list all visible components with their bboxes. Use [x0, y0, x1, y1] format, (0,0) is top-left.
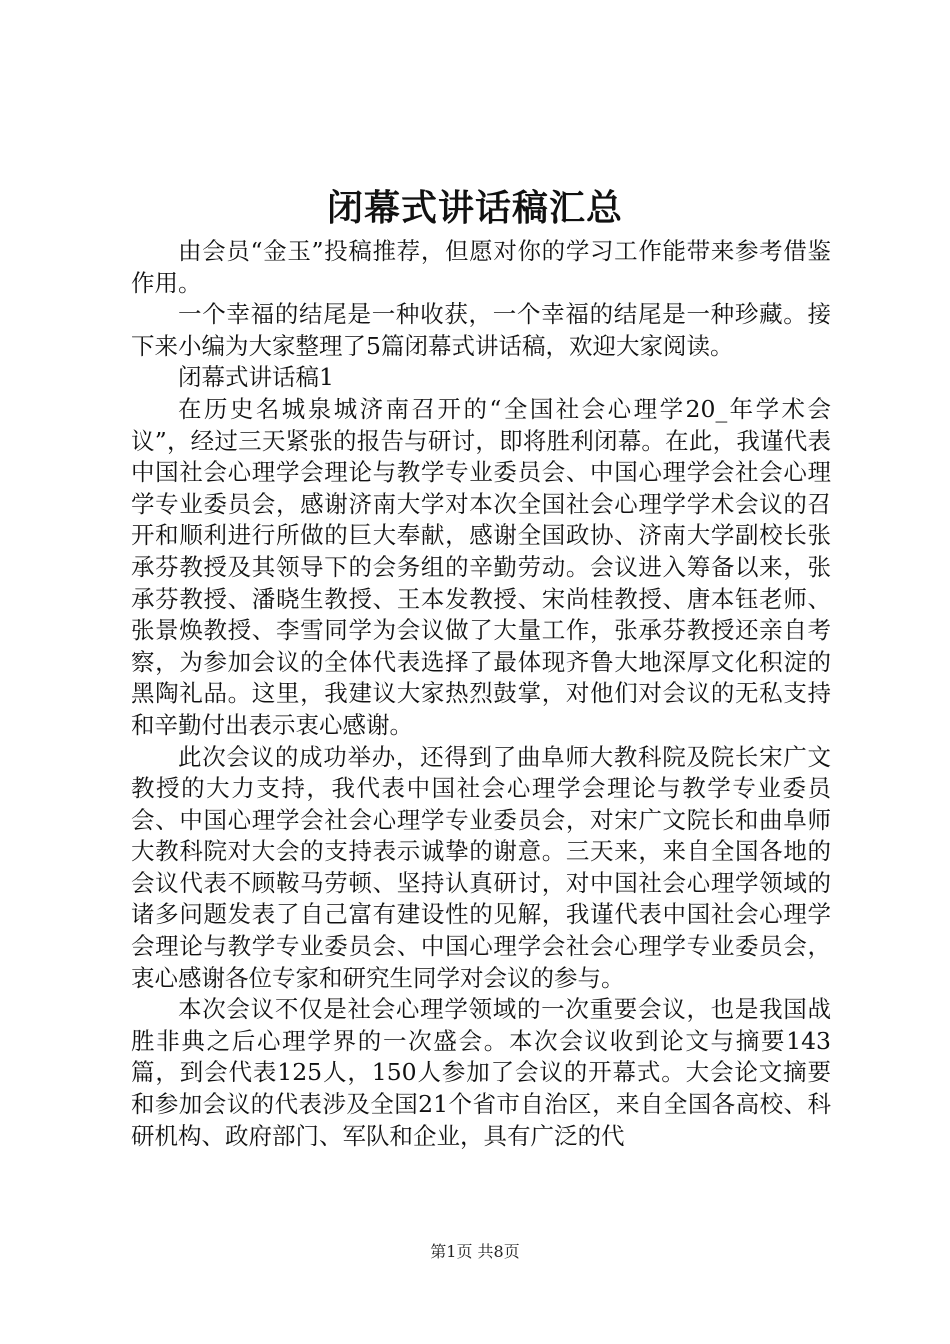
section-heading: 闭幕式讲话稿1 — [178, 363, 334, 392]
paragraph-body-1: 在历史名城泉城济南召开的“全国社会心理学20_年学术会议”，经过三天紧张的报告与研讨，即将胜利闭幕。在此，我谨代表中国社会心理学会理论与教学专业委员会、中国心理学会社会心理学专业委员会，感谢济南大学对本次全国社会心理学学术会议的召开和顺利进行所做的巨大奉献，感谢全国政协、济南大学副校长张承芬教授及其领导下的会务组的辛勤劳动。会议进入筹备以来，张承芬教授、潘晓生教授、王本发教授、宋尚桂教授、唐本钰老师、张景焕教授、李雪同学为会议做了大量工作，张承芬教授还亲自考察，为参加会议的全体代表选择了最体现齐鲁大地深厚文化积淀的黑陶礼品。这里，我建议大家热烈鼓掌，对他们对会议的无私支持和辛勤付出表示衷心感谢。 — [131, 394, 831, 739]
document-title: 闭幕式讲话稿汇总 — [326, 187, 623, 229]
paragraph-body-3: 本次会议不仅是社会心理学领域的一次重要会议，也是我国战胜非典之后心理学界的一次盛会。本次会议收到论文与摘要143篇，到会代表125人，150人参加了会议的开幕式。大会论文摘要和参加会议的代表涉及全国21个省市自治区，来自全国各高校、科研机构、政府部门、军队和企业，具有广泛的代 — [131, 995, 831, 1150]
paragraph-lead: 一个幸福的结尾是一种收获，一个幸福的结尾是一种珍藏。接下来小编为大家整理了5篇闭幕式讲话稿，欢迎大家阅读。 — [131, 300, 831, 360]
paragraph-body-2: 此次会议的成功举办，还得到了曲阜师大教科院及院长宋广文教授的大力支持，我代表中国社会心理学会理论与教学专业委员会、中国心理学会社会心理学专业委员会，对宋广文院长和曲阜师大教科院对大会的支持表示诚挚的谢意。三天来，来自全国各地的会议代表不顾鞍马劳顿、坚持认真研讨，对中国社会心理学领域的诸多问题发表了自己富有建设性的见解，我谨代表中国社会心理学会理论与教学专业委员会、中国心理学会社会心理学专业委员会，衷心感谢各位专家和研究生同学对会议的参与。 — [131, 742, 831, 992]
page-footer: 第1页 共8页 — [430, 1242, 520, 1261]
document-body — [131, 236, 831, 1152]
paragraph-intro: 由会员“金玉”投稿推荐，但愿对你的学习工作能带来参考借鉴作用。 — [131, 237, 831, 297]
